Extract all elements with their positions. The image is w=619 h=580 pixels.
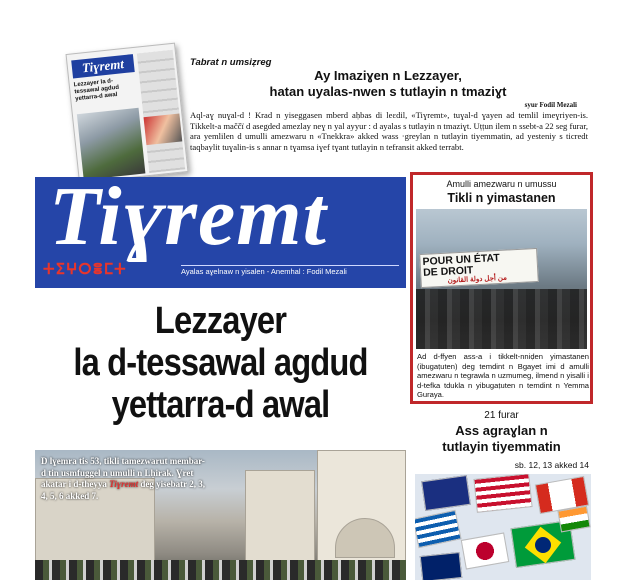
banner-text-line2: DE DROIT <box>422 264 474 279</box>
masthead <box>35 177 406 288</box>
flag-usa-icon <box>473 474 532 513</box>
flag-brazil-circle <box>535 537 551 553</box>
right-story-title-line2: tutlayin tiyemmatin <box>442 439 561 454</box>
top-article-title-line2: hatan uyalas-nwen s tutlayin n tmaziɣt <box>269 84 507 99</box>
boxed-story-kicker: Amulli amezwaru n umussu <box>446 179 557 189</box>
photo-caption-pages: deg yisebatr 2, 3, 4, 5, 6 akked 7. <box>41 479 205 501</box>
right-story-title <box>410 423 593 455</box>
top-article-title-line1: Ay Imaziɣen n Lezzayer, <box>314 68 462 83</box>
boxed-story <box>410 172 593 404</box>
boxed-story-title: Tikli n yimastanen <box>447 191 556 205</box>
top-article-label: Tabrat n umsiẓreg <box>190 57 272 68</box>
thumbnail-photo <box>77 108 146 180</box>
banner-text-arabic: من أجل دولة القانون <box>447 274 508 285</box>
protest-banner <box>419 248 539 288</box>
photo-caption-text: D lɣemra tis 53, tikli tamezwarut membar-d tin usmfuggel n umulli n Lḥirak. Ɣret akatar i d-theyya <box>41 456 205 489</box>
thumbnail-sidebar <box>137 50 185 173</box>
city-march-photo <box>35 450 406 580</box>
protest-crowd <box>416 289 587 349</box>
flag-india-icon <box>557 506 590 533</box>
main-headline-line2: la d-tessawal agdud <box>73 342 368 384</box>
banner-text-line1: POUR UN ÉTAT <box>422 251 501 268</box>
main-headline-line3: yettarra-d awal <box>111 384 330 426</box>
protest-photo <box>416 209 587 349</box>
top-article-body: Aql-aɣ nuɣal-d ! Krad n yiseggasen mberd aḥbas di leɛdil, «Tiɣremt», tuɣal-d ɣayen ad temlil imeɣriyen-is. Tikkelt-a maččï d asegded amezlay neɣ n yal ayyur : d ayalas s tutlayin n tmaziɣt. Uṭṭun ilem n ssebt-a 22 seg furar, ara yemlilen d umulli amezwaru n «Tnekkra» akked wass ·greylan n tutlayin tiyemmatin, ad yesteniy s ticredt taqbaylit tuɣalin-is s annar n tɣamsa iɣef tɣant tutlayin n tefransit akked terrabt. <box>190 110 588 152</box>
right-story-title-line1: Ass agraɣlan n <box>455 423 548 438</box>
masthead-tifinagh: ⵜⵉⵖⵔⴻⵎⵜ <box>43 261 127 278</box>
top-article-title <box>190 68 586 100</box>
front-page-thumbnail <box>66 43 189 184</box>
thumbnail-photo-secondary <box>144 114 183 146</box>
thumbnail-headline: Lezzayer la d-tessawal agdud yettarra-d awal <box>73 78 120 103</box>
flags-photo <box>415 474 591 580</box>
top-article-byline: syur Fodil Mezali <box>524 101 577 109</box>
flag-japan-icon <box>461 532 510 569</box>
flag-australia-icon <box>421 475 471 511</box>
main-headline-line1: Lezzayer <box>154 300 287 342</box>
right-story-date: 21 furar <box>484 410 519 421</box>
crowd-street <box>35 560 406 580</box>
photo-caption-brand: Tiɣremt <box>109 479 139 489</box>
masthead-name: Tiɣremt <box>49 177 327 263</box>
main-headline <box>61 300 380 426</box>
flag-greece-icon <box>415 510 462 548</box>
masthead-tagline: Ayalas aɣelnaw n yisalen - Anemhal : Fodil Mezali <box>181 267 347 276</box>
flag-uk-icon <box>420 552 462 580</box>
right-story-pages: sb. 12, 13 akked 14 <box>514 460 589 470</box>
masthead-rule <box>181 265 399 266</box>
thumbnail-title: Tiɣremt <box>71 54 135 78</box>
photo-caption <box>41 456 209 502</box>
boxed-story-body: Ad d-ffyen ass-a i tikkelt-nniḍen yimastanen (ibugaṭuten) deg temdint n Bgayet imi d amulli amezwaru n tegrawla n uzmumeg, ilmend n yisalli i d-tefka tdukla n yibugaṭuten n temdint n Yemma Guraya. <box>417 352 589 400</box>
